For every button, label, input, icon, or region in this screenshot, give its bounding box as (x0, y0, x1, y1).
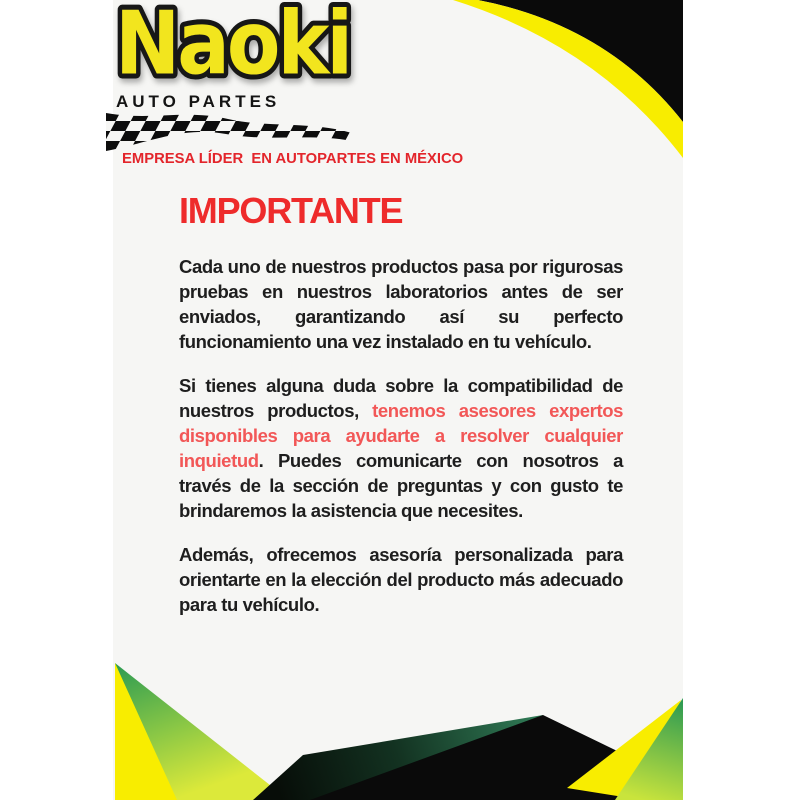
paragraph2-lead: Si tienes alguna duda sobre la compatibilidad de nuestros productos, (179, 375, 623, 421)
checkered-flag-icon (106, 111, 354, 155)
main-content (179, 192, 623, 636)
paragraph-quality-assurance (179, 254, 623, 354)
paragraph-compatibility (179, 373, 623, 523)
naoki-logo (109, 0, 389, 100)
paragraph2-highlight: tenemos asesores expertos disponibles para ayudarte a resolver cualquier inquietud (179, 400, 623, 471)
brand-wordmark: Naoki (115, 0, 351, 95)
paragraph3-text: Además, ofrecemos asesoría personalizada para orientarte en la elección del producto más adecuado para tu vehículo. (179, 544, 623, 615)
logo-subtitle: AUTO PARTES (116, 92, 281, 111)
flyer-page (113, 0, 683, 800)
paragraph-advisory (179, 542, 623, 617)
page-title: IMPORTANTE (179, 190, 403, 231)
company-tagline: EMPRESA LÍDER EN AUTOPARTES EN MÉXICO (122, 151, 464, 167)
paragraph1-text: Cada uno de nuestros productos pasa por rigurosas pruebas en nuestros laboratorios antes de ser enviados, garantizando así su perfecto funcionamiento una vez instalado en tu vehículo. (179, 256, 623, 352)
paragraph2-tail: . Puedes comunicarte con nosotros a través de la sección de preguntas y con gusto te brindaremos la asistencia que necesites. (179, 450, 623, 521)
